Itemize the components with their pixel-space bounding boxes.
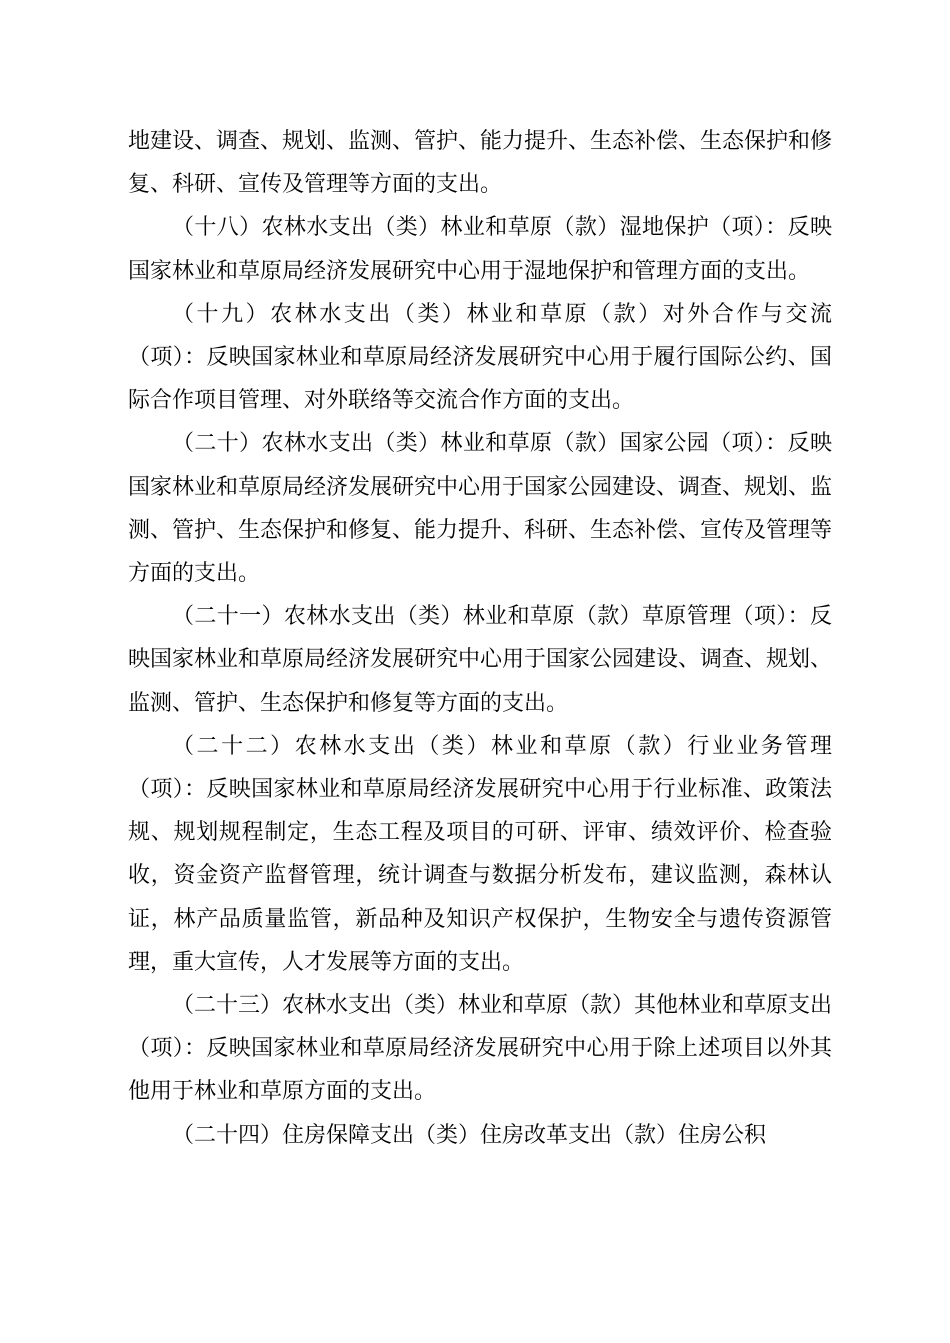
paragraph-item-19: （十九）农林水支出（类）林业和草原（款）对外合作与交流（项）：反映国家林业和草原局经济发展研究中心用于履行国际公约、国际合作项目管理、对外联络等交流合作方面的支出。 [128,301,832,414]
paragraph-item-21: （二十一）农林水支出（类）林业和草原（款）草原管理（项）：反映国家林业和草原局经济发展研究中心用于国家公园建设、调查、规划、监测、管护、生态保护和修复等方面的支出。 [128,604,833,716]
paragraph-item-24: （二十四）住房保障支出（类）住房改革支出（款）住房公积 [172,1122,767,1148]
paragraph-item-20: （二十）农林水支出（类）林业和草原（款）国家公园（项）：反映国家林业和草原局经济发展研究中心用于国家公园建设、调查、规划、监测、管护、生态保护和修复、能力提升、科研、生态补偿、宣传及管理等方面的支出。 [128,431,833,587]
paragraph-item-22: （二十二）农林水支出（类）林业和草原（款）行业业务管理（项）：反映国家林业和草原局经济发展研究中心用于行业标准、政策法规、规划规程制定，生态工程及项目的可研、评审、绩效评价、检查验收，资金资产监督管理，统计调查与数据分析发布，建议监测，森林认证，林产品质量监管，新品种及知识产权保护，生物安全与遗传资源管理，重大宣传，人才发展等方面的支出。 [128,733,832,975]
paragraph-item-18: （十八）农林水支出（类）林业和草原（款）湿地保护（项）：反映国家林业和草原局经济发展研究中心用于湿地保护和管理方面的支出。 [128,215,832,284]
paragraph-item-23: （二十三）农林水支出（类）林业和草原（款）其他林业和草原支出（项）：反映国家林业和草原局经济发展研究中心用于除上述项目以外其他用于林业和草原方面的支出。 [128,993,833,1105]
document-page [128,120,832,1157]
paragraph-continuation: 地建设、调查、规划、监测、管护、能力提升、生态补偿、生态保护和修复、科研、宣传及管理等方面的支出。 [128,129,833,198]
